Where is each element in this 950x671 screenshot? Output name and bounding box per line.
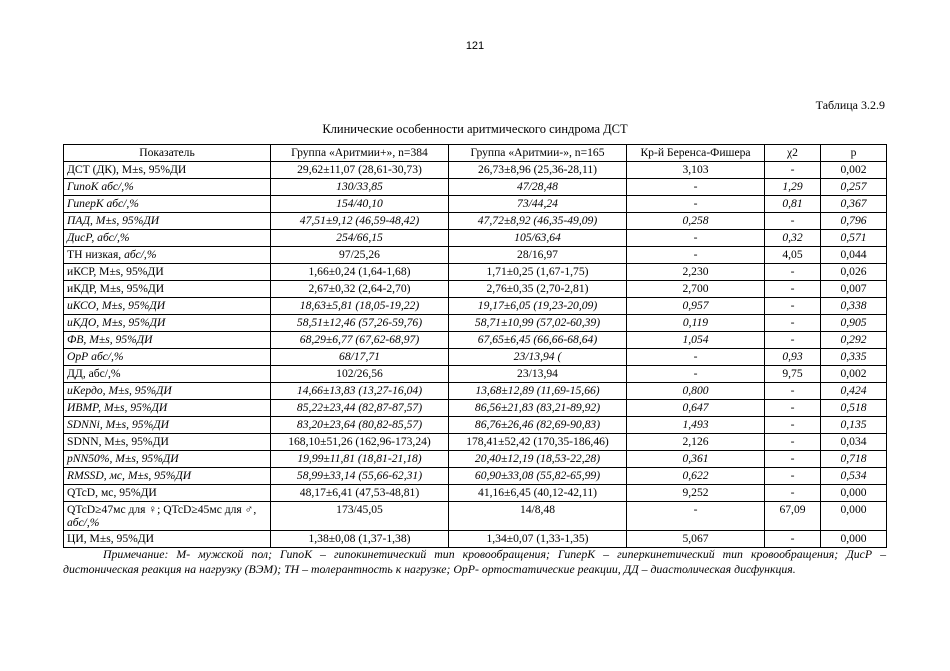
group2-cell: 23/13,94: [449, 366, 627, 383]
chi2-cell: 67,09: [765, 502, 821, 531]
table-row: [64, 349, 887, 366]
behrens-fisher-cell: 0,119: [627, 315, 765, 332]
group2-cell: 178,41±52,42 (170,35-186,46): [449, 434, 627, 451]
group1-cell: 97/25,26: [271, 247, 449, 264]
chi2-cell: 1,29: [765, 179, 821, 196]
p-value-cell: 0,002: [821, 366, 887, 383]
indicator-cell: иКСР, M±s, 95%ДИ: [64, 264, 271, 281]
column-header: Группа «Аритмии-», n=165: [449, 145, 627, 162]
p-value-cell: 0,034: [821, 434, 887, 451]
table-row: [64, 400, 887, 417]
table-row: [64, 502, 887, 531]
indicator-cell: иКСО, M±s, 95%ДИ: [64, 298, 271, 315]
p-value-cell: 0,026: [821, 264, 887, 281]
group2-cell: 13,68±12,89 (11,69-15,66): [449, 383, 627, 400]
p-value-cell: 0,007: [821, 281, 887, 298]
group2-cell: 23/13,94 (: [449, 349, 627, 366]
behrens-fisher-cell: 0,957: [627, 298, 765, 315]
chi2-cell: -: [765, 417, 821, 434]
behrens-fisher-cell: -: [627, 179, 765, 196]
behrens-fisher-cell: -: [627, 349, 765, 366]
chi2-cell: -: [765, 531, 821, 548]
behrens-fisher-cell: 0,258: [627, 213, 765, 230]
p-value-cell: 0,571: [821, 230, 887, 247]
behrens-fisher-cell: 0,800: [627, 383, 765, 400]
p-value-cell: 0,135: [821, 417, 887, 434]
p-value-cell: 0,718: [821, 451, 887, 468]
behrens-fisher-cell: -: [627, 230, 765, 247]
chi2-cell: -: [765, 298, 821, 315]
column-header: Группа «Аритмии+», n=384: [271, 145, 449, 162]
column-header: Кр-й Беренса-Фишера: [627, 145, 765, 162]
indicator-cell: [64, 247, 271, 264]
chi2-cell: -: [765, 332, 821, 349]
chi2-cell: -: [765, 485, 821, 502]
behrens-fisher-cell: 9,252: [627, 485, 765, 502]
table-row: [64, 366, 887, 383]
table-row: [64, 417, 887, 434]
chi2-cell: -: [765, 383, 821, 400]
group2-cell: 47,72±8,92 (46,35-49,09): [449, 213, 627, 230]
group2-cell: 58,71±10,99 (57,02-60,39): [449, 315, 627, 332]
indicator-cell: ОрР абс/,%: [64, 349, 271, 366]
chi2-cell: -: [765, 213, 821, 230]
behrens-fisher-cell: 0,647: [627, 400, 765, 417]
page-number: 121: [465, 40, 485, 52]
p-value-cell: 0,292: [821, 332, 887, 349]
indicator-cell: ДСТ (ДК), M±s, 95%ДИ: [64, 162, 271, 179]
p-value-cell: 0,002: [821, 162, 887, 179]
indicator-cell: [64, 502, 271, 531]
group2-cell: 105/63,64: [449, 230, 627, 247]
chi2-cell: -: [765, 264, 821, 281]
group2-cell: 73/44,24: [449, 196, 627, 213]
chi2-cell: -: [765, 434, 821, 451]
indicator-cell: ЦИ, M±s, 95%ДИ: [64, 531, 271, 548]
group2-cell: 41,16±6,45 (40,12-42,11): [449, 485, 627, 502]
behrens-fisher-cell: 1,054: [627, 332, 765, 349]
group2-cell: 1,34±0,07 (1,33-1,35): [449, 531, 627, 548]
indicator-cell: иКДО, M±s, 95%ДИ: [64, 315, 271, 332]
table-title: Клинические особенности аритмического синдрома ДСТ: [322, 122, 628, 136]
indicator-cell: ДисР, абс/,%: [64, 230, 271, 247]
chi2-cell: -: [765, 315, 821, 332]
table-row: [64, 162, 887, 179]
p-value-cell: 0,796: [821, 213, 887, 230]
indicator-cell: ГиперК абс/,%: [64, 196, 271, 213]
chi2-cell: 0,93: [765, 349, 821, 366]
indicator-text: QTcD≥47мс для ♀; QTcD≥45мс для ♂,: [67, 503, 257, 516]
group1-cell: 173/45,05: [271, 502, 449, 531]
chi2-cell: -: [765, 468, 821, 485]
indicator-cell: RMSSD, мс, M±s, 95%ДИ: [64, 468, 271, 485]
chi2-cell: 0,32: [765, 230, 821, 247]
group1-cell: 168,10±51,26 (162,96-173,24): [271, 434, 449, 451]
group1-cell: 254/66,15: [271, 230, 449, 247]
group2-cell: 47/28,48: [449, 179, 627, 196]
p-value-cell: 0,044: [821, 247, 887, 264]
table-row: [64, 179, 887, 196]
p-value-cell: 0,000: [821, 531, 887, 548]
indicator-cell: иКердо, M±s, 95%ДИ: [64, 383, 271, 400]
table-row: [64, 196, 887, 213]
group1-cell: 1,66±0,24 (1,64-1,68): [271, 264, 449, 281]
group1-cell: 29,62±11,07 (28,61-30,73): [271, 162, 449, 179]
behrens-fisher-cell: -: [627, 196, 765, 213]
table-row: [64, 468, 887, 485]
group1-cell: 48,17±6,41 (47,53-48,81): [271, 485, 449, 502]
group2-cell: 67,65±6,45 (66,66-68,64): [449, 332, 627, 349]
table-row: [64, 485, 887, 502]
chi2-cell: -: [765, 162, 821, 179]
group2-cell: 19,17±6,05 (19,23-20,09): [449, 298, 627, 315]
group2-cell: 60,90±33,08 (55,82-65,99): [449, 468, 627, 485]
group2-cell: 86,76±26,46 (82,69-90,83): [449, 417, 627, 434]
group2-cell: 20,40±12,19 (18,53-22,28): [449, 451, 627, 468]
behrens-fisher-cell: 1,493: [627, 417, 765, 434]
p-value-cell: 0,000: [821, 502, 887, 531]
indicator-cell: ГипоК абс/,%: [64, 179, 271, 196]
group1-cell: 58,51±12,46 (57,26-59,76): [271, 315, 449, 332]
behrens-fisher-cell: 2,700: [627, 281, 765, 298]
group2-cell: 86,56±21,83 (83,21-89,92): [449, 400, 627, 417]
group2-cell: 28/16,97: [449, 247, 627, 264]
chi2-cell: -: [765, 451, 821, 468]
group2-cell: 26,73±8,96 (25,36-28,11): [449, 162, 627, 179]
behrens-fisher-cell: 3,103: [627, 162, 765, 179]
group1-cell: 58,99±33,14 (55,66-62,31): [271, 468, 449, 485]
group1-cell: 154/40,10: [271, 196, 449, 213]
behrens-fisher-cell: -: [627, 366, 765, 383]
p-value-cell: 0,367: [821, 196, 887, 213]
behrens-fisher-cell: 0,622: [627, 468, 765, 485]
chi2-cell: -: [765, 281, 821, 298]
group1-cell: 47,51±9,12 (46,59-48,42): [271, 213, 449, 230]
column-header: p: [821, 145, 887, 162]
table-row: [64, 451, 887, 468]
p-value-cell: 0,257: [821, 179, 887, 196]
indicator-unit: абс/,%: [124, 248, 157, 261]
group1-cell: 85,22±23,44 (82,87-87,57): [271, 400, 449, 417]
behrens-fisher-cell: 2,230: [627, 264, 765, 281]
group1-cell: 102/26,56: [271, 366, 449, 383]
p-value-cell: 0,518: [821, 400, 887, 417]
table-body: [64, 162, 887, 548]
p-value-cell: 0,905: [821, 315, 887, 332]
indicator-cell: SDNNi, M±s, 95%ДИ: [64, 417, 271, 434]
table-row: [64, 383, 887, 400]
p-value-cell: 0,534: [821, 468, 887, 485]
p-value-cell: 0,424: [821, 383, 887, 400]
behrens-fisher-cell: 5,067: [627, 531, 765, 548]
indicator-cell: ПАД, M±s, 95%ДИ: [64, 213, 271, 230]
table-row: [64, 264, 887, 281]
p-value-cell: 0,335: [821, 349, 887, 366]
indicator-cell: ИВМР, M±s, 95%ДИ: [64, 400, 271, 417]
behrens-fisher-cell: -: [627, 247, 765, 264]
behrens-fisher-cell: -: [627, 502, 765, 531]
table-row: [64, 281, 887, 298]
table-row: [64, 315, 887, 332]
group1-cell: 130/33,85: [271, 179, 449, 196]
indicator-unit: абс/,%: [67, 516, 100, 529]
behrens-fisher-cell: 2,126: [627, 434, 765, 451]
group1-cell: 68/17,71: [271, 349, 449, 366]
column-header: Показатель: [64, 145, 271, 162]
p-value-cell: 0,000: [821, 485, 887, 502]
indicator-cell: QTcD, мс, 95%ДИ: [64, 485, 271, 502]
table-row: [64, 213, 887, 230]
table-row: [64, 298, 887, 315]
group2-cell: 14/8,48: [449, 502, 627, 531]
chi2-cell: 9,75: [765, 366, 821, 383]
behrens-fisher-cell: 0,361: [627, 451, 765, 468]
group1-cell: 2,67±0,32 (2,64-2,70): [271, 281, 449, 298]
group2-cell: 1,71±0,25 (1,67-1,75): [449, 264, 627, 281]
chi2-cell: 0,81: [765, 196, 821, 213]
group1-cell: 18,63±5,81 (18,05-19,22): [271, 298, 449, 315]
indicator-cell: иКДР, M±s, 95%ДИ: [64, 281, 271, 298]
data-table: [63, 144, 887, 548]
table-header-row: [64, 145, 887, 162]
indicator-cell: ФВ, M±s, 95%ДИ: [64, 332, 271, 349]
chi2-cell: 4,05: [765, 247, 821, 264]
table-row: [64, 332, 887, 349]
group1-cell: 1,38±0,08 (1,37-1,38): [271, 531, 449, 548]
indicator-cell: pNN50%, M±s, 95%ДИ: [64, 451, 271, 468]
indicator-cell: ДД, абс/,%: [64, 366, 271, 383]
chi2-cell: -: [765, 400, 821, 417]
table-row: [64, 247, 887, 264]
group1-cell: 83,20±23,64 (80,82-85,57): [271, 417, 449, 434]
column-header: χ2: [765, 145, 821, 162]
group1-cell: 14,66±13,83 (13,27-16,04): [271, 383, 449, 400]
indicator-cell: SDNN, M±s, 95%ДИ: [64, 434, 271, 451]
p-value-cell: 0,338: [821, 298, 887, 315]
indicator-text: ТН низкая,: [67, 248, 125, 261]
table-row: [64, 434, 887, 451]
table-number: Таблица 3.2.9: [815, 98, 885, 112]
group2-cell: 2,76±0,35 (2,70-2,81): [449, 281, 627, 298]
table-row: [64, 230, 887, 247]
group1-cell: 68,29±6,77 (67,62-68,97): [271, 332, 449, 349]
table-row: [64, 531, 887, 548]
group1-cell: 19,99±11,81 (18,81-21,18): [271, 451, 449, 468]
table-note: Примечание: М- мужской пол; ГипоК – гипокинетический тип кровообращения; ГиперК – гиперкинетический тип кровообращения; ДисР – дистоническая реакция на нагрузку (ВЭМ); ТН – толерантность к нагрузке; ОрР- ортостатические реакции, ДД – диастолическая дисфункция.: [63, 547, 886, 576]
